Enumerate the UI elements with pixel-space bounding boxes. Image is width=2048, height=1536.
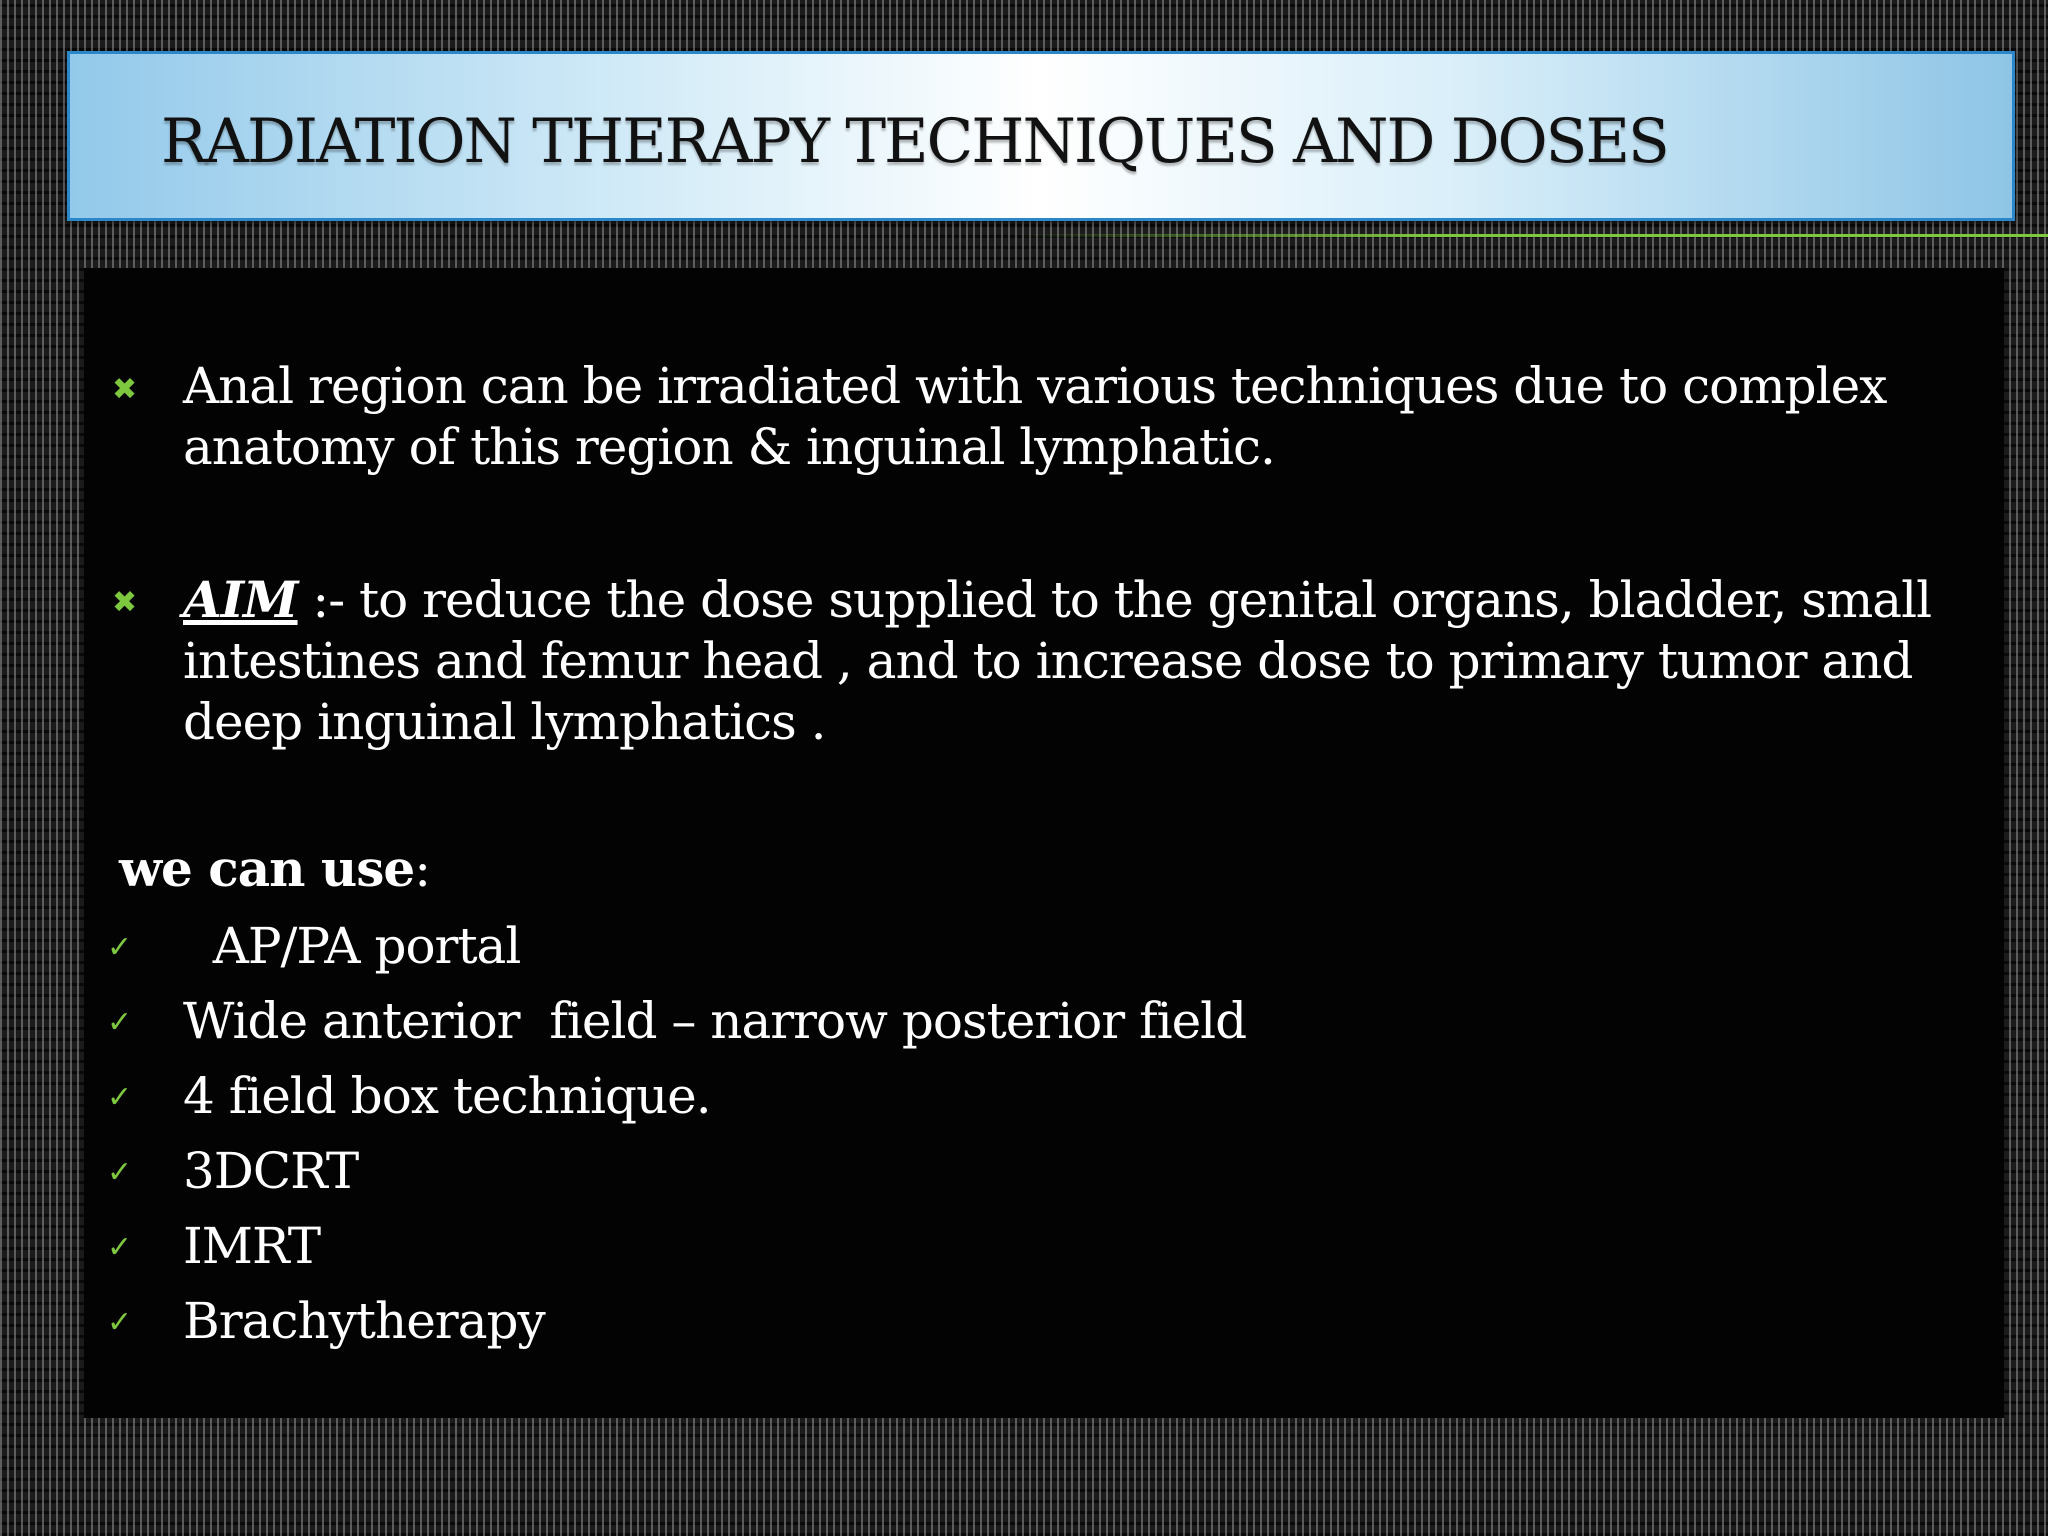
technique-label: IMRT [183,1217,321,1275]
use-heading-label: we can use [119,839,415,898]
x-mark-icon: ✖ [112,372,138,407]
bullet-paragraph-anal-region [183,356,1983,478]
use-heading [119,838,430,900]
technique-label: 4 field box technique. [183,1067,711,1125]
technique-label: Wide anterior field – narrow posterior field [183,992,1247,1050]
x-mark-icon: ✖ [112,585,138,620]
checkmark-icon: ✓ [107,1155,133,1190]
technique-item [107,1141,1507,1202]
technique-label: 3DCRT [183,1142,359,1200]
bullet-line: anatomy of this region & inguinal lymphatic. [183,418,1275,476]
checkmark-icon: ✓ [107,1305,133,1340]
bullet-line: deep inguinal lymphatics . [183,693,826,751]
technique-label: Brachytherapy [183,1292,545,1350]
bullet-line: :- to reduce the dose supplied to the genital organs, bladder, small [297,571,1932,629]
checkmark-icon: ✓ [107,1230,133,1265]
accent-divider-line [1015,234,2048,237]
aim-term: AIM [183,570,298,629]
checkmark-icon: ✓ [107,1005,133,1040]
technique-item [107,916,1507,977]
technique-label: AP/PA portal [183,917,521,975]
technique-item [107,991,1507,1052]
bullet-line: Anal region can be irradiated with various techniques due to complex [183,357,1887,415]
technique-item [107,1216,1507,1277]
use-heading-suffix: : [414,840,431,898]
slide-title: RADIATION THERAPY TECHNIQUES AND DOSES [161,106,1668,177]
technique-item [107,1291,1507,1352]
technique-item [107,1066,1507,1127]
bullet-paragraph-aim [183,569,1983,753]
checkmark-icon: ✓ [107,1080,133,1115]
checkmark-icon: ✓ [107,930,133,965]
title-bar [67,51,2015,221]
bullet-line: intestines and femur head , and to increase dose to primary tumor and [183,632,1913,690]
